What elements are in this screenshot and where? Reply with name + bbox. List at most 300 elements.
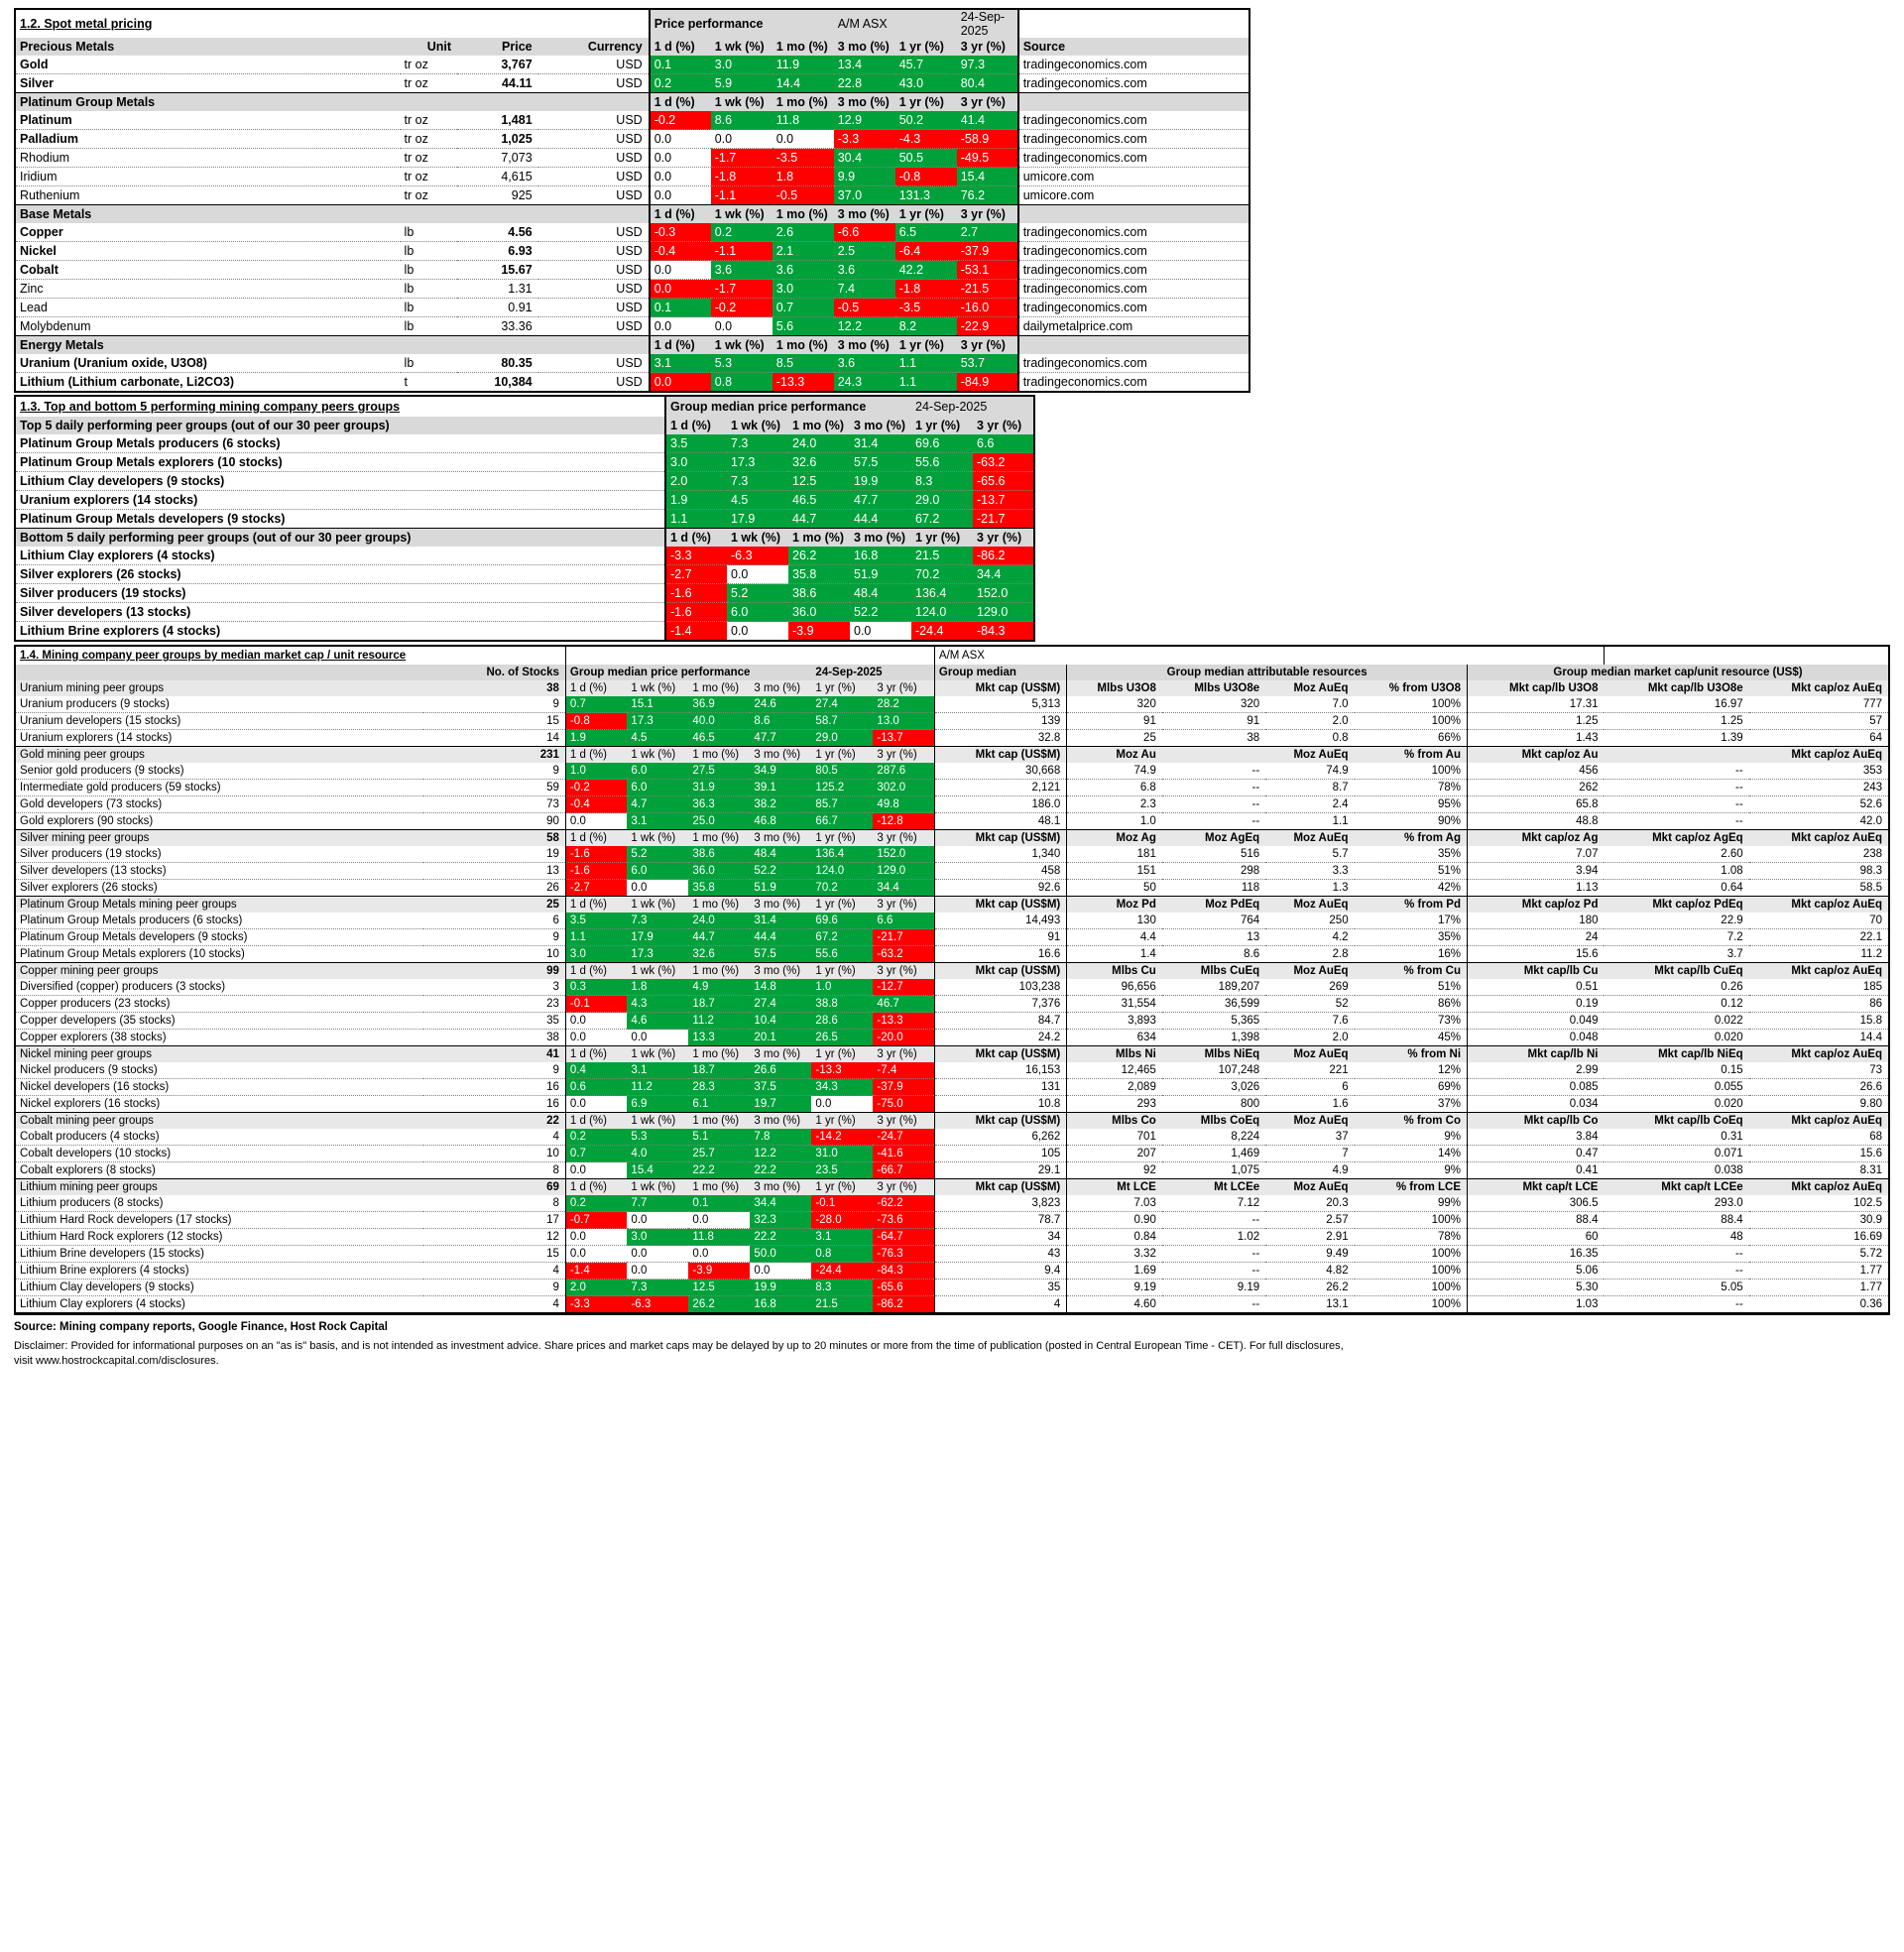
perf-cell: 36.3	[688, 796, 750, 813]
perf-cell: 46.7	[873, 996, 934, 1013]
perf-cell: 21.5	[911, 547, 973, 565]
resource-col-header: Mlbs Ni	[1067, 1046, 1162, 1063]
perf-cell: 11.8	[688, 1229, 750, 1246]
perf-col-header: 1 yr (%)	[911, 417, 973, 434]
perf-col-header: 1 wk (%)	[627, 897, 688, 914]
peer-group-row	[16, 996, 1888, 1013]
perf-cell: 29.0	[911, 491, 973, 510]
resource-value: 96,656	[1067, 979, 1162, 996]
perf-cell: 19.9	[850, 472, 911, 491]
resource-col-header: Mlbs CoEq	[1162, 1113, 1265, 1130]
perf-cell: 27.4	[750, 996, 811, 1013]
mktcap-value: 306.5	[1468, 1195, 1605, 1212]
commodity-group-name: Platinum Group Metals mining peer groups	[16, 897, 423, 914]
resource-value: 78%	[1355, 780, 1468, 796]
perf-cell: 1.0	[565, 763, 627, 780]
resource-value: 1.4	[1067, 946, 1162, 963]
perf-cell: 22.2	[750, 1162, 811, 1179]
peer-group-name: Intermediate gold producers (59 stocks)	[16, 780, 423, 796]
perf-cell: 3.1	[627, 1062, 688, 1079]
perf-cell: 55.6	[811, 946, 873, 963]
mktcap-value: 180	[1468, 913, 1605, 929]
perf-cell: 70.2	[911, 565, 973, 584]
commodity-group-stocks: 25	[423, 897, 566, 914]
mktcap-value: 48.8	[1468, 813, 1605, 830]
perf-cell: 2.7	[957, 223, 1018, 242]
perf-col-header: 3 mo (%)	[834, 38, 895, 56]
perf-cell: 152.0	[973, 584, 1034, 603]
perf-col-header: 1 mo (%)	[688, 830, 750, 847]
metal-unit: t	[401, 373, 458, 393]
perf-cell: 22.8	[834, 74, 895, 93]
mktcap-value: 58.5	[1749, 880, 1888, 897]
perf-cell: 1.8	[627, 979, 688, 996]
mktcap-value: 15.6	[1468, 946, 1605, 963]
peer-group-row	[16, 763, 1888, 780]
resource-value: 800	[1162, 1096, 1265, 1113]
peer-group-name: Gold explorers (90 stocks)	[16, 813, 423, 830]
commodity-group-header	[16, 680, 1888, 696]
metal-currency: USD	[538, 149, 650, 168]
perf-cell: -16.0	[957, 299, 1018, 317]
mktcap-value: 0.19	[1468, 996, 1605, 1013]
perf-cell: -1.1	[711, 242, 773, 261]
perf-cell: 0.0	[565, 1246, 627, 1263]
perf-col-header: 3 mo (%)	[750, 680, 811, 696]
perf-col-header: 1 mo (%)	[688, 1179, 750, 1196]
resource-value: 35	[934, 1280, 1066, 1296]
mktcap-col-header: Mkt cap/oz AuEq	[1749, 1113, 1888, 1130]
resource-value: 86%	[1355, 996, 1468, 1013]
resource-value: 221	[1265, 1062, 1354, 1079]
peer-group-row	[15, 453, 1034, 472]
resource-value: --	[1162, 1212, 1265, 1229]
peer-group-name: Lithium Hard Rock developers (17 stocks)	[16, 1212, 423, 1229]
metal-row	[15, 280, 1250, 299]
metal-price: 7,073	[457, 149, 538, 168]
peer-group-name: Silver explorers (26 stocks)	[15, 565, 665, 584]
resource-value: 66%	[1355, 730, 1468, 747]
mktcap-value: 73	[1749, 1062, 1888, 1079]
perf-cell: 0.0	[688, 1212, 750, 1229]
peer-group-name: Uranium producers (9 stocks)	[16, 696, 423, 713]
peer-group-name: Silver producers (19 stocks)	[16, 846, 423, 863]
perf-cell: 17.3	[727, 453, 788, 472]
perf-cell: 5.1	[688, 1129, 750, 1146]
mktcap-value: 262	[1468, 780, 1605, 796]
perf-cell: -63.2	[973, 453, 1034, 472]
resource-value: 0.84	[1067, 1229, 1162, 1246]
resource-value: --	[1162, 796, 1265, 813]
perf-cell: 0.7	[773, 299, 834, 317]
mktcap-value: 30.9	[1749, 1212, 1888, 1229]
peer-group-name: Lithium Clay explorers (4 stocks)	[15, 547, 665, 565]
perf-col-header: 3 mo (%)	[850, 417, 911, 434]
resource-value: 1.69	[1067, 1263, 1162, 1280]
metal-price: 80.35	[457, 354, 538, 373]
peer-group-row	[15, 491, 1034, 510]
col-unit: Unit	[401, 38, 458, 56]
perf-cell: 0.0	[565, 1096, 627, 1113]
metal-row	[15, 111, 1250, 130]
perf-cell: 31.4	[850, 434, 911, 453]
metal-source: tradingeconomics.com	[1018, 223, 1250, 242]
peer-group-name: Senior gold producers (9 stocks)	[16, 763, 423, 780]
mktcap-value: 16.69	[1749, 1229, 1888, 1246]
spacer	[565, 647, 934, 665]
perf-cell: 52.2	[850, 603, 911, 622]
resource-col-header: % from Ag	[1355, 830, 1468, 847]
metal-name: Copper	[15, 223, 401, 242]
perf-cell: -0.1	[565, 996, 627, 1013]
perf-cell: -24.4	[911, 622, 973, 642]
resource-value: 7.0	[1265, 696, 1354, 713]
mktcap-col-header: Mkt cap/lb CuEq	[1604, 963, 1748, 980]
perf-cell: 39.1	[750, 780, 811, 796]
perf-cell: -73.6	[873, 1212, 934, 1229]
commodity-group-name: Uranium mining peer groups	[16, 680, 423, 696]
mktcap-value: 0.020	[1604, 1030, 1748, 1046]
peer-group-row	[16, 880, 1888, 897]
mktcap-value: 7.2	[1604, 929, 1748, 946]
metal-price: 1,025	[457, 130, 538, 149]
mktcap-value: 353	[1749, 763, 1888, 780]
perf-cell: 0.0	[627, 880, 688, 897]
perf-col-header: 1 mo (%)	[688, 963, 750, 980]
perf-cell: -13.3	[773, 373, 834, 393]
resource-value: 207	[1067, 1146, 1162, 1162]
peer-group-stocks: 38	[423, 1030, 566, 1046]
resource-value: 20.3	[1265, 1195, 1354, 1212]
mktcap-value: 5.06	[1468, 1263, 1605, 1280]
perf-cell: 48.4	[750, 846, 811, 863]
resource-value: 131	[934, 1079, 1066, 1096]
perf-cell: 8.6	[711, 111, 773, 130]
resource-value: 458	[934, 863, 1066, 880]
perf-col-header: 1 d (%)	[565, 1179, 627, 1196]
perf-cell: 34.9	[750, 763, 811, 780]
mktcap-col-header: Mkt cap/lb NiEq	[1604, 1046, 1748, 1063]
perf-cell: 1.9	[665, 491, 727, 510]
peer-group-stocks: 13	[423, 863, 566, 880]
resource-col-header: Moz PdEq	[1162, 897, 1265, 914]
commodity-group-header	[16, 897, 1888, 914]
perf-cell: 0.7	[565, 696, 627, 713]
perf-col-header: 1 d (%)	[565, 747, 627, 764]
resource-col-header: % from Ni	[1355, 1046, 1468, 1063]
peer-group-row	[16, 913, 1888, 929]
perf-cell: -66.7	[873, 1162, 934, 1179]
perf-cell: 0.0	[650, 186, 711, 205]
perf-cell: -0.2	[711, 299, 773, 317]
peer-group-row	[15, 565, 1034, 584]
perf-cell: -6.4	[895, 242, 957, 261]
mktcap-value: 1.43	[1468, 730, 1605, 747]
perf-col-header: 1 wk (%)	[627, 1113, 688, 1130]
peer-group-stocks: 8	[423, 1162, 566, 1179]
perf-cell: 27.4	[811, 696, 873, 713]
perf-cell: 3.0	[627, 1229, 688, 1246]
peer-group-name: Silver developers (13 stocks)	[16, 863, 423, 880]
perf-cell: 3.0	[565, 946, 627, 963]
perf-cell: -1.7	[711, 149, 773, 168]
mktcap-value: 1.77	[1749, 1263, 1888, 1280]
perf-cell: 67.2	[811, 929, 873, 946]
perf-cell: 32.6	[788, 453, 850, 472]
perf-cell: -13.7	[873, 730, 934, 747]
mktcap-col-header: Mkt cap/oz AuEq	[1749, 680, 1888, 696]
metal-name: Nickel	[15, 242, 401, 261]
resource-value: 74.9	[1067, 763, 1162, 780]
mktcap-value: --	[1604, 780, 1748, 796]
perf-cell: -1.6	[665, 603, 727, 622]
perf-cell: 34.3	[811, 1079, 873, 1096]
perf-cell: -65.6	[973, 472, 1034, 491]
perf-cell: 34.4	[750, 1195, 811, 1212]
commodity-group-stocks: 58	[423, 830, 566, 847]
peer-group-stocks: 73	[423, 796, 566, 813]
peer-group-name: Lithium Brine explorers (4 stocks)	[16, 1263, 423, 1280]
peer-group-name: Platinum Group Metals explorers (10 stocks)	[16, 946, 423, 963]
peer-group-stocks: 9	[423, 929, 566, 946]
perf-col-header: 3 mo (%)	[850, 529, 911, 548]
perf-col-header: 3 yr (%)	[957, 38, 1018, 56]
perf-cell: 38.6	[788, 584, 850, 603]
perf-col-header: 1 mo (%)	[773, 38, 834, 56]
metal-currency: USD	[538, 74, 650, 93]
metal-source: tradingeconomics.com	[1018, 130, 1250, 149]
perf-cell: 38.8	[811, 996, 873, 1013]
perf-cell: -0.8	[895, 168, 957, 186]
resource-col-header: Mt LCE	[1067, 1179, 1162, 1196]
perf-col-header: 1 yr (%)	[895, 38, 957, 56]
resource-col-header: Moz AuEq	[1265, 897, 1354, 914]
exchange-label: A/M ASX	[834, 9, 957, 38]
mktcap-value: 0.034	[1468, 1096, 1605, 1113]
perf-cell: 3.1	[627, 813, 688, 830]
perf-cell: 18.7	[688, 1062, 750, 1079]
perf-header: Price performance	[650, 9, 834, 38]
perf-cell: 136.4	[911, 584, 973, 603]
perf-cell: 287.6	[873, 763, 934, 780]
perf-cell: 38.6	[688, 846, 750, 863]
peer-group-row	[16, 1263, 1888, 1280]
peer-group-row	[16, 1280, 1888, 1296]
perf-cell: 5.3	[711, 354, 773, 373]
resource-value: 100%	[1355, 763, 1468, 780]
mktcap-col-header: Mkt cap/oz AuEq	[1749, 747, 1888, 764]
mktcap-col-header: Mkt cap/lb Ni	[1468, 1046, 1605, 1063]
perf-cell: 0.2	[711, 223, 773, 242]
metal-group-header	[15, 336, 1250, 355]
peer-group-row	[15, 510, 1034, 529]
perf-cell: -3.9	[688, 1263, 750, 1280]
resource-col-header: Mkt cap (US$M)	[934, 1179, 1066, 1196]
resource-value: 51%	[1355, 979, 1468, 996]
perf-cell: -86.2	[873, 1296, 934, 1313]
peer-group-stocks: 23	[423, 996, 566, 1013]
mktcap-value: 48	[1604, 1229, 1748, 1246]
perf-cell: 15.4	[627, 1162, 688, 1179]
metal-row	[15, 317, 1250, 336]
perf-cell: 0.0	[650, 149, 711, 168]
resource-value: 100%	[1355, 713, 1468, 730]
perf-cell: 3.6	[773, 261, 834, 280]
perf-cell: 10.4	[750, 1013, 811, 1030]
col-source	[1018, 205, 1250, 224]
perf-cell: 24.6	[750, 696, 811, 713]
mktcap-value: 70	[1749, 913, 1888, 929]
perf-cell: 4.3	[627, 996, 688, 1013]
peer-group-stocks: 14	[423, 730, 566, 747]
perf-col-header: 1 wk (%)	[711, 205, 773, 224]
perf-cell: 67.2	[911, 510, 973, 529]
peer-group-stocks: 4	[423, 1263, 566, 1280]
resource-value: 105	[934, 1146, 1066, 1162]
resource-value: 37%	[1355, 1096, 1468, 1113]
metal-currency: USD	[538, 56, 650, 74]
metal-row	[15, 354, 1250, 373]
metal-currency: USD	[538, 280, 650, 299]
perf-col-header: 3 mo (%)	[834, 205, 895, 224]
perf-cell: 57.5	[850, 453, 911, 472]
metal-name: Cobalt	[15, 261, 401, 280]
perf-cell: 6.6	[973, 434, 1034, 453]
perf-cell: 136.4	[811, 846, 873, 863]
mktcap-value: 15.8	[1749, 1013, 1888, 1030]
group-label: Top 5 daily performing peer groups (out of our 30 peer groups)	[15, 417, 665, 434]
mktcap-col-header: Mkt cap/oz AuEq	[1749, 1179, 1888, 1196]
peer-group-row	[16, 1212, 1888, 1229]
perf-col-header: 1 wk (%)	[627, 1179, 688, 1196]
resource-col-header: Mkt cap (US$M)	[934, 963, 1066, 980]
metal-currency: USD	[538, 261, 650, 280]
perf-cell: -3.5	[895, 299, 957, 317]
peer-group-stocks: 10	[423, 946, 566, 963]
col-source	[1018, 93, 1250, 112]
mktcap-value: --	[1604, 763, 1748, 780]
metal-row	[15, 56, 1250, 74]
perf-col-header: 3 mo (%)	[750, 830, 811, 847]
resource-value: 25	[1067, 730, 1162, 747]
perf-cell: 4.6	[627, 1013, 688, 1030]
perf-cell: 4.5	[727, 491, 788, 510]
perf-cell: 66.7	[811, 813, 873, 830]
perf-col-header: 1 d (%)	[565, 680, 627, 696]
resource-value: 1,340	[934, 846, 1066, 863]
perf-col-header: 1 d (%)	[565, 1046, 627, 1063]
resource-col-header: Moz Pd	[1067, 897, 1162, 914]
perf-cell: 6.0	[727, 603, 788, 622]
resource-value: 8.6	[1162, 946, 1265, 963]
commodity-group-stocks: 231	[423, 747, 566, 764]
peer-group-row	[15, 603, 1034, 622]
mktcap-col-header: Mkt cap/oz AgEq	[1604, 830, 1748, 847]
resource-value: 320	[1067, 696, 1162, 713]
metal-row	[15, 186, 1250, 205]
peer-group-stocks: 15	[423, 1246, 566, 1263]
perf-cell: -0.7	[565, 1212, 627, 1229]
commodity-group-name: Gold mining peer groups	[16, 747, 423, 764]
perf-cell: 129.0	[973, 603, 1034, 622]
metal-name: Rhodium	[15, 149, 401, 168]
resource-value: 186.0	[934, 796, 1066, 813]
resource-value: 90%	[1355, 813, 1468, 830]
perf-cell: 22.2	[750, 1229, 811, 1246]
perf-cell: 22.2	[688, 1162, 750, 1179]
metal-name: Molybdenum	[15, 317, 401, 336]
perf-cell: 11.9	[773, 56, 834, 74]
perf-cell: 51.9	[850, 565, 911, 584]
peer-group-row	[16, 1229, 1888, 1246]
perf-cell: 7.3	[727, 472, 788, 491]
resource-value: 7	[1265, 1146, 1354, 1162]
top5-header	[15, 417, 1034, 434]
resource-value: --	[1162, 1263, 1265, 1280]
resource-col-header: Moz AuEq	[1265, 747, 1354, 764]
spacer	[1018, 9, 1250, 38]
perf-cell: 8.3	[811, 1280, 873, 1296]
resource-value: 92.6	[934, 880, 1066, 897]
perf-col-header: 1 wk (%)	[627, 1046, 688, 1063]
mktcap-value: 1.13	[1468, 880, 1605, 897]
mktcap-col-header: Mkt cap/lb U3O8	[1468, 680, 1605, 696]
perf-col-header: 1 yr (%)	[895, 93, 957, 112]
perf-cell: 0.0	[811, 1096, 873, 1113]
commodity-group-header	[16, 830, 1888, 847]
perf-cell: -6.6	[834, 223, 895, 242]
mktcap-value: 17.31	[1468, 696, 1605, 713]
perf-cell: -20.0	[873, 1030, 934, 1046]
mktcap-value: --	[1604, 1246, 1748, 1263]
peer-group-name: Copper developers (35 stocks)	[16, 1013, 423, 1030]
perf-cell: 9.9	[834, 168, 895, 186]
perf-cell: 0.0	[627, 1030, 688, 1046]
exchange-label: A/M ASX	[934, 647, 1604, 665]
resource-col-header: Moz AuEq	[1265, 680, 1354, 696]
mktcap-value: 0.15	[1604, 1062, 1748, 1079]
perf-cell: 80.5	[811, 763, 873, 780]
metal-unit: tr oz	[401, 74, 458, 93]
perf-col-header: 3 mo (%)	[750, 963, 811, 980]
resource-col-header: Moz AuEq	[1265, 830, 1354, 847]
perf-cell: 23.5	[811, 1162, 873, 1179]
mktcap-value: --	[1604, 1263, 1748, 1280]
perf-cell: -65.6	[873, 1280, 934, 1296]
resource-value: 3.32	[1067, 1246, 1162, 1263]
mktcap-value: 0.31	[1604, 1129, 1748, 1146]
perf-cell: 17.9	[627, 929, 688, 946]
peer-group-stocks: 3	[423, 979, 566, 996]
perf-cell: 31.9	[688, 780, 750, 796]
perf-cell: 76.2	[957, 186, 1018, 205]
perf-cell: 0.2	[650, 74, 711, 93]
mktcap-value: 3.94	[1468, 863, 1605, 880]
resource-value: 16,153	[934, 1062, 1066, 1079]
perf-cell: 46.5	[688, 730, 750, 747]
resource-value: 7.03	[1067, 1195, 1162, 1212]
perf-cell: 6.1	[688, 1096, 750, 1113]
resource-value: 51%	[1355, 863, 1468, 880]
commodity-group-stocks: 99	[423, 963, 566, 980]
perf-cell: 129.0	[873, 863, 934, 880]
peer-group-row	[16, 730, 1888, 747]
resource-col-header: Moz AuEq	[1265, 1046, 1354, 1063]
mktcap-value: --	[1604, 1296, 1748, 1313]
perf-cell: 0.0	[688, 1246, 750, 1263]
mktcap-value: 0.47	[1468, 1146, 1605, 1162]
resource-col-header: Mkt cap (US$M)	[934, 747, 1066, 764]
